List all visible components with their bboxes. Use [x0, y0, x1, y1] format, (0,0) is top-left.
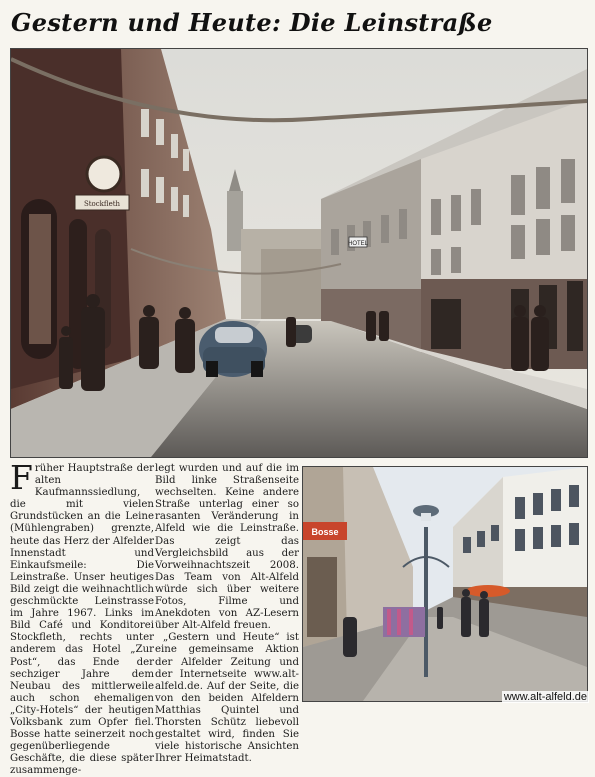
- article-text-part-2: legt wurden und auf die im Bild linke Straßenseite wechselten. Keine andere Straße unterlag einer so rasanten Veränderung in Alfeld wie die Leinstraße. Das zeigt das Vergleichsbild aus der Vorweihnachtszeit 2008. Das Team von Alt-Alfeld würde sich über weitere Fotos, Filme und Anekdoten von AZ-Lesern über Alt-Alfeld freuen.: [155, 463, 299, 632]
- article-column-1: [10, 458, 154, 777]
- cafe-sign-text: Stockfleth: [83, 200, 121, 208]
- hotel-sign-text: HOTEL: [347, 241, 369, 247]
- page-headline: Gestern und Heute: Die Leinstraße: [11, 8, 493, 37]
- drop-cap: F: [10, 458, 33, 497]
- source-watermark: www.alt-alfeld.de: [503, 691, 587, 703]
- article-text-part-3: „Gestern und Heute“ ist eine gemeinsame Aktion der Alfelder Zeitung und der Internetseite www.alt-alfeld.de. Auf der Seite, die von den beiden Alfeldern Matthias Quintel und Thorsten Schütz liebevoll gestaltet wird, finden Sie viele historische Ansichten Ihrer Heimatstadt.: [155, 632, 299, 765]
- article-text-part-1: rüher Hauptstraße der alten Kaufmannssiedlung, die mit vielen Grundstücken an die Leine (Mühlengraben) grenzte, heute das Herz der Alfelder Innenstadt und Einkaufsmeile: Die Leinstraße. Unser heutiges Bild zeigt die weihnachtlich geschmückte Leinstrasse im Jahre 1967. Links im Bild Café und Konditorei Stockfleth, rechts unter anderem das Hotel „Zur Post“, das Ende der sechziger Jahre dem Neubau des mittlerweile auch schon ehemaligen „City-Hotels“ der heutigen Volksbank zum Opfer fiel. Bosse hatte seinerzeit noch gegenüberliegende Geschäfte, die diese später zusammenge-: [10, 463, 154, 777]
- shop-sign-text: Bosse: [311, 527, 339, 537]
- modern-street-photo: [302, 466, 588, 702]
- historical-street-photo: [10, 48, 588, 458]
- article-column-2: [155, 463, 299, 765]
